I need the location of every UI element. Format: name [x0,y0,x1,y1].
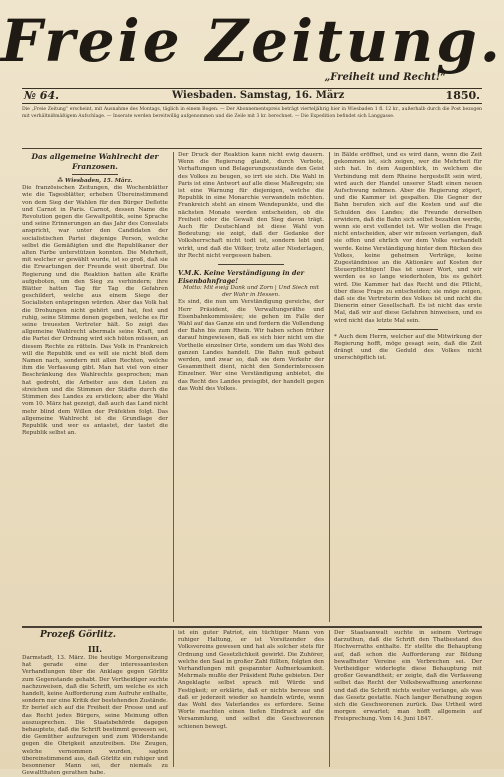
issue-number: № 64. [24,89,59,102]
lower-column-1 [22,655,168,777]
article-dateline: ⁂ Wiesbaden, 15. März. [57,178,133,184]
header-divider [22,148,482,149]
prozess-body-3: Der Staatsanwalt suchte in seinem Vortrage darzuthun, daß die Schrift den Thatbestand des Hochverraths enthalte. Er stellte die Behauptung auf, daß schon die Aufforderung zur Bildung bewaffneter Vereine ein Verbrechen sei. Der Vertheidiger widerlegte diese Behauptung mit großer Gewandtheit; er zeigte, daß die Verfassung selbst das Recht der Volksbewaffnung anerkenne und daß die Schrift nichts weiter verlange, als was das Gesetz gestatte. Nach langer Berathung zogen sich die Geschworenen zurück. Das Urtheil wird morgen erwartet; man hofft allgemein auf Freisprechung. Vom 14. Juni 1847. [334,630,482,723]
column-divider [329,152,330,622]
section-part-number: III. [88,644,103,654]
column-divider [329,630,330,767]
prozess-body-1: Darmstadt, 13. März. Die heutige Morgensitzung hat gerade eine der interessantesten Verhandlungen über die Anklage gegen Görlitz zum Gegenstande gehabt. Der Vertheidiger suchte nachzuweisen, daß die Schrift, um welche es sich handelt, keine Aufforderung zum Aufruhr enthalte, sondern nur eine Kritik der bestehenden Zustände. Er berief sich auf die Freiheit der Presse und auf das Recht jedes Bürgers, seine Meinung offen auszusprechen. Die Staatsbehörde dagegen behauptete, daß die Schrift bestimmt gewesen sei, die Gemüther aufzuregen und zum Widerstande gegen die Obrigkeit anzutreiben. Die Zeugen, welche vernommen wurden, sagten übereinstimmend aus, daß Görlitz ein ruhiger und besonnener Mann sei, der niemals zu Gewaltthaten gerathen habe. [22,655,168,777]
article-body-eisenbahn: Es sind, die nun um Verständigung gereiche, der Herr Präsident, die Verwaltungsräthe und Eisenbahnkommissäre; sie gehen im Falle der Wahl auf das Ganze ein und fordern die Vollendung der Bahn bis zum Rhein. Wir haben schon früher darauf hingewiesen, daß es sich hier nicht um die Vortheile einzelner Orte, sondern um das Wohl des ganzen Landes handelt. Die Bahn muß gebaut werden, und zwar so, daß sie dem Verkehr der Gesammtheit dient, nicht den Sonderinteressen Einzelner. Wer eine Verständigung anbietet, die das Recht des Landes preisgibt, der handelt gegen das Wohl des Volkes. [178,299,324,392]
footnote-divider [378,329,438,330]
lower-column-3 [334,630,482,767]
article-divider [218,264,284,265]
article-body-wahlrecht: Die französischen Zeitungen, die Wochenblätter wie die Tagesblätter, erheben Übereinstimmend von dem Sieg der Wahlen für den Bürger Deflotte und Carnot in Paris. Carnot, dessen Name die Revolution gegen die Gewaltpolitik, seine Sprache und seine Erinnerungen an das Jahr des Consulats anspricht, war unter den Candidaten der socialistischen Partei diejenige Person, welche selbst die Gemäßigten und die Republikaner der alten Farbe unterstützen konnten. Die Mehrheit, mit welcher er gewählt wurde, ist so groß, daß sie die Erwartungen der Freunde weit übertraf. Die Regierung und die Reaktion hatten alle Kräfte aufgeboten, um den Sieg zu verhindern; ihre Blätter hatten Tag für Tag die Gefahren geschildert, welche aus einem Siege der Socialisten entspringen würden. Aber das Volk hat die Drohungen nicht gehört und hat, fest und ruhig, seine Stimme denen gegeben, welche es für seine treuesten Vertreter hält. So zeigt das allgemeine Wahlrecht abermals seine Kraft, und die Partei der Ordnung wird sich hüten müssen, an diesem Rechte zu rütteln. Das Volk in Frankreich will die Republik und es will sie nicht bloß dem Namen nach, sondern mit allen Rechten, welche ihm die Verfassung gibt. Man hat viel von einer Beschränkung des Wahlrechts gesprochen; man hat gedroht, die Arbeiter aus den Listen zu streichen und die Stimmen der Städte durch die Stimmen des Landes zu ersticken; aber die Wahl vom 10. März hat gezeigt, daß auch das Land nicht mehr blind dem Willen der Präfekten folgt. Das allgemeine Wahlrecht ist die Grundlage der Republik und wer es antastet, der tastet die Republik selbst an. [22,185,168,437]
article-body-continued: Der Druck der Reaktion kann nicht ewig dauern. Wenn die Regierung glaubt, durch Verbote, Verhaftungen und Belagerungszustände den Geist des Volkes zu beugen, so irrt sie sich. Die Wahl in Paris ist eine Antwort auf alle diese Maßregeln; sie ist eine Warnung für diejenigen, welche die Republik in eine Monarchie verwandeln möchten. Frankreich steht an einem Wendepunkte, und die nächsten Monate werden entscheiden, ob die Freiheit oder die Gewalt den Sieg davon trägt. Auch für Deutschland ist diese Wahl von Bedeutung; sie zeigt, daß der Gedanke der Volksherrschaft nicht todt ist, sondern lebt und wirkt, und daß die Völker, trotz aller Niederlagen, ihr Recht nicht vergessen haben. [178,152,324,259]
section-title-prozess: Prozeß Görlitz. [40,630,116,640]
column-divider [173,152,174,622]
issue-year: 1850. [445,89,480,102]
newspaper-motto: „Freiheit und Recht!“ [324,72,446,83]
issue-date: Wiesbaden. Samstag, 16. März [172,90,345,101]
column-3 [334,152,482,622]
masthead [0,6,504,84]
prozess-body-2: ist ein guter Patriot, ein tüchtiger Mann von ruhiger Haltung, er ist Vorsitzender des Volksvereins gewesen und hat als solcher stets für Ordnung und Gesetzlichkeit gewirkt. Die Zuhörer, welche den Saal in großer Zahl füllten, folgten den Verhandlungen mit gespannter Aufmerksamkeit. Mehrmals mußte der Präsident Ruhe gebieten. Der Angeklagte selbst sprach mit Würde und Festigkeit; er erklärte, daß er nichts bereue und daß er jederzeit wieder so handeln würde, wenn das Wohl des Vaterlandes es erfordere. Seine Worte machten einen tiefen Eindruck auf die Versammlung, und selbst die Geschworenen schienen bewegt. [178,630,324,730]
article-motto: Motto: Mit ewig Dank und Zorn | Und Siech mit der Wahr in Hessen. [183,285,319,299]
column-divider [173,630,174,767]
section-divider [22,626,482,628]
subscription-notice: Die „Freie Zeitung“ erscheint, mit Ausnahme des Montags, täglich in einem Bogen. — Der Abonnementspreis beträgt vierteljährig hier in Wiesbaden 1 fl. 12 kr., außerhalb durch die Post bezogen mit verhältnißmäßigem Aufschlage. — Inserate werden bereitwillig aufgenommen und die Zeile mit 3 kr. berechnet. — Die Expedition befindet sich Langgasse. [22,107,482,119]
dateline-bar [22,88,482,104]
heading-divider [72,174,118,175]
column-1 [22,152,168,622]
article-footnote: * Auch dem Herrn, welcher auf die Mitwirkung der Regierung hofft, möge gesagt sein, daß die Zeit drängt und die Geduld des Volkes nicht unerschöpflich ist. [334,333,482,362]
article-body-column3: in Bälde eröffnet, und es wird dann, wenn die Zeit gekommen ist, sich zeigen, wer die Mehrheit für sich hat. In dem Augenblick, in welchem die Verbindung mit dem Rheine hergestellt sein wird, wird auch der Handel unserer Stadt einen neuen Aufschwung nehmen. Aber die Regierung zögert, und die Kammer ist gespalten. Die Gegner der Bahn berufen sich auf die Kosten und auf die Schulden des Landes; die Freunde derselben erwidern, daß die Bahn sich selbst bezahlen werde, wenn sie erst vollendet ist. Wir wollen die Frage nicht entscheiden, aber wir müssen verlangen, daß sie offen und ehrlich vor dem Volke verhandelt werde. Keine Verständigung hinter dem Rücken des Volkes, keine geheimen Verträge, keine Zugeständnisse an die Aktionäre auf Kosten der Steuerpflichtigen! Das ist unser Wort, und wir werden es so lange wiederholen, bis es gehört wird. Die Kammer hat das Recht und die Pflicht, über diese Frage zu entscheiden; sie möge zeigen, daß sie die Vertreterin des Volkes ist und nicht die Dienerin einer Gesellschaft. Es ist nicht das erste Mal, daß wir auf diese Gefahren hinweisen, und es wird nicht das letzte Mal sein. [334,152,482,324]
column-2 [178,152,324,622]
article-heading-wahlrecht: Das allgemeine Wahlrecht der Franzosen. [31,152,159,171]
article-heading-eisenbahn: V.M.K. Keine Verständigung in der Eisenbahnfrage! [178,269,305,286]
lower-column-2 [178,630,324,767]
newspaper-title: Freie Zeitung. [1,7,503,75]
